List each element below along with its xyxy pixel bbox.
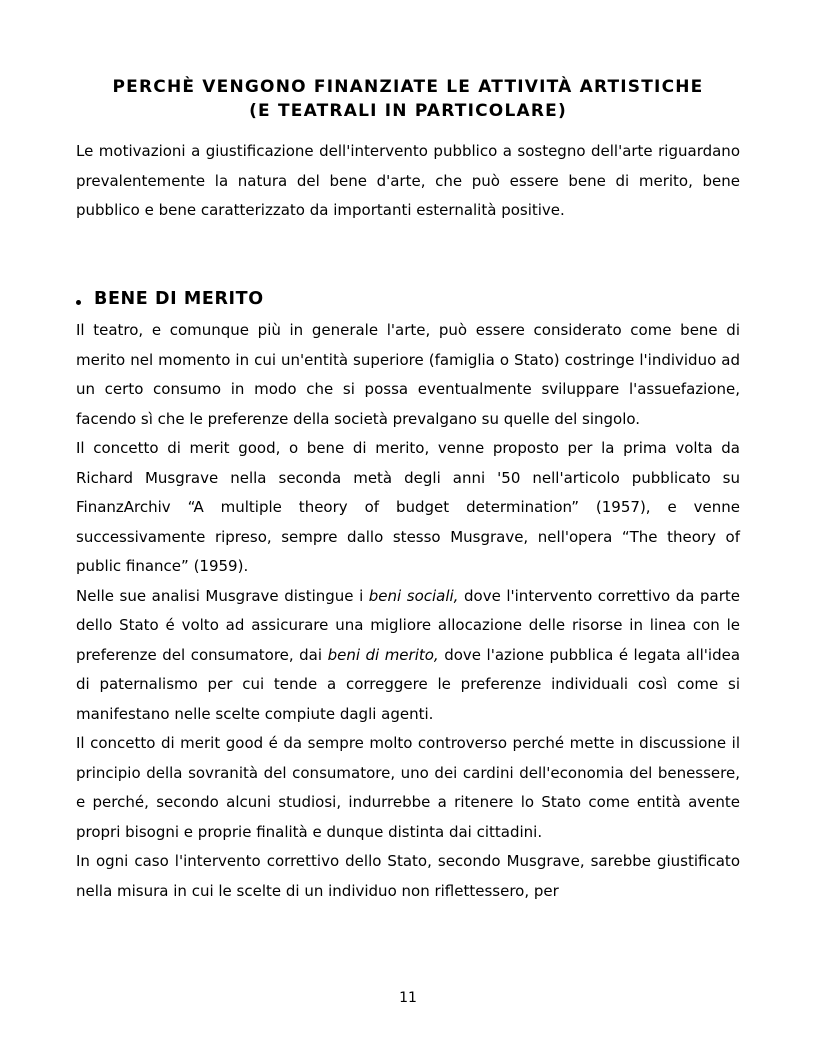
section-body — [76, 316, 740, 906]
paragraph-5: In ogni caso l'intervento correttivo dello Stato, secondo Musgrave, sarebbe giustificato nella misura in cui le scelte di un individuo non riflettessero, per — [76, 852, 740, 900]
paragraph-3-emphasis-1: beni sociali, — [368, 586, 459, 605]
paragraph-1: Il teatro, e comunque più in generale l'arte, può essere considerato come bene di merito nel momento in cui un'entità superiore (famiglia o Stato) costringe l'individuo ad un certo consumo in modo che si possa eventualmente sviluppare l'assuefazione, facendo sì che le preferenze della società prevalgano su quelle del singolo. — [76, 321, 740, 428]
section-heading — [76, 286, 264, 312]
intro-paragraph: Le motivazioni a giustificazione dell'intervento pubblico a sostegno dell'arte riguardano prevalentemente la natura del bene d'arte, che può essere bene di merito, bene pubblico e bene caratterizzato da importanti esternalità positive. — [76, 142, 740, 219]
paragraph-3 — [76, 582, 740, 730]
paragraph-3-part-a: Nelle sue analisi Musgrave distingue i — [76, 586, 369, 605]
page-title-line-1: PERCHÈ VENGONO FINANZIATE LE ATTIVITÀ ARTISTICHE — [112, 77, 704, 97]
paragraph-4: Il concetto di merit good é da sempre molto controverso perché mette in discussione il principio della sovranità del consumatore, uno dei cardini dell'economia del benessere, e perché, secondo alcuni studiosi, indurrebbe a ritenere lo Stato come entità avente propri bisogni e proprie finalità e dunque distinta dai cittadini. — [76, 734, 740, 841]
paragraph-3-emphasis-2: beni di merito, — [327, 645, 439, 664]
paragraph-2: Il concetto di merit good, o bene di merito, venne proposto per la prima volta da Richard Musgrave nella seconda metà degli anni '50 nell'articolo pubblicato su FinanzArchiv “A multiple theory of budget determination” (1957), e venne successivamente ripreso, sempre dallo stesso Musgrave, nell'opera “The theory of public finance” (1959). — [76, 439, 740, 575]
page-number: 11 — [399, 990, 417, 1006]
intro-block — [76, 137, 740, 226]
paragraph-3-part-c: dove l'azione pubblica é legata all'idea di paternalismo per cui tende a correggere le preferenze individuali così come si manifestano nelle scelte compiute dagli agenti. — [76, 645, 741, 723]
bullet-icon — [76, 300, 81, 305]
page-title-line-2: (E TEATRALI IN PARTICOLARE) — [249, 101, 567, 121]
paragraph-3-part-b: dove l'intervento correttivo da parte dello Stato é volto ad assicurare una migliore allocazione delle risorse in linea con le preferenze del consumatore, dai — [76, 586, 740, 664]
section-heading-label: BENE DI MERITO — [94, 289, 264, 309]
